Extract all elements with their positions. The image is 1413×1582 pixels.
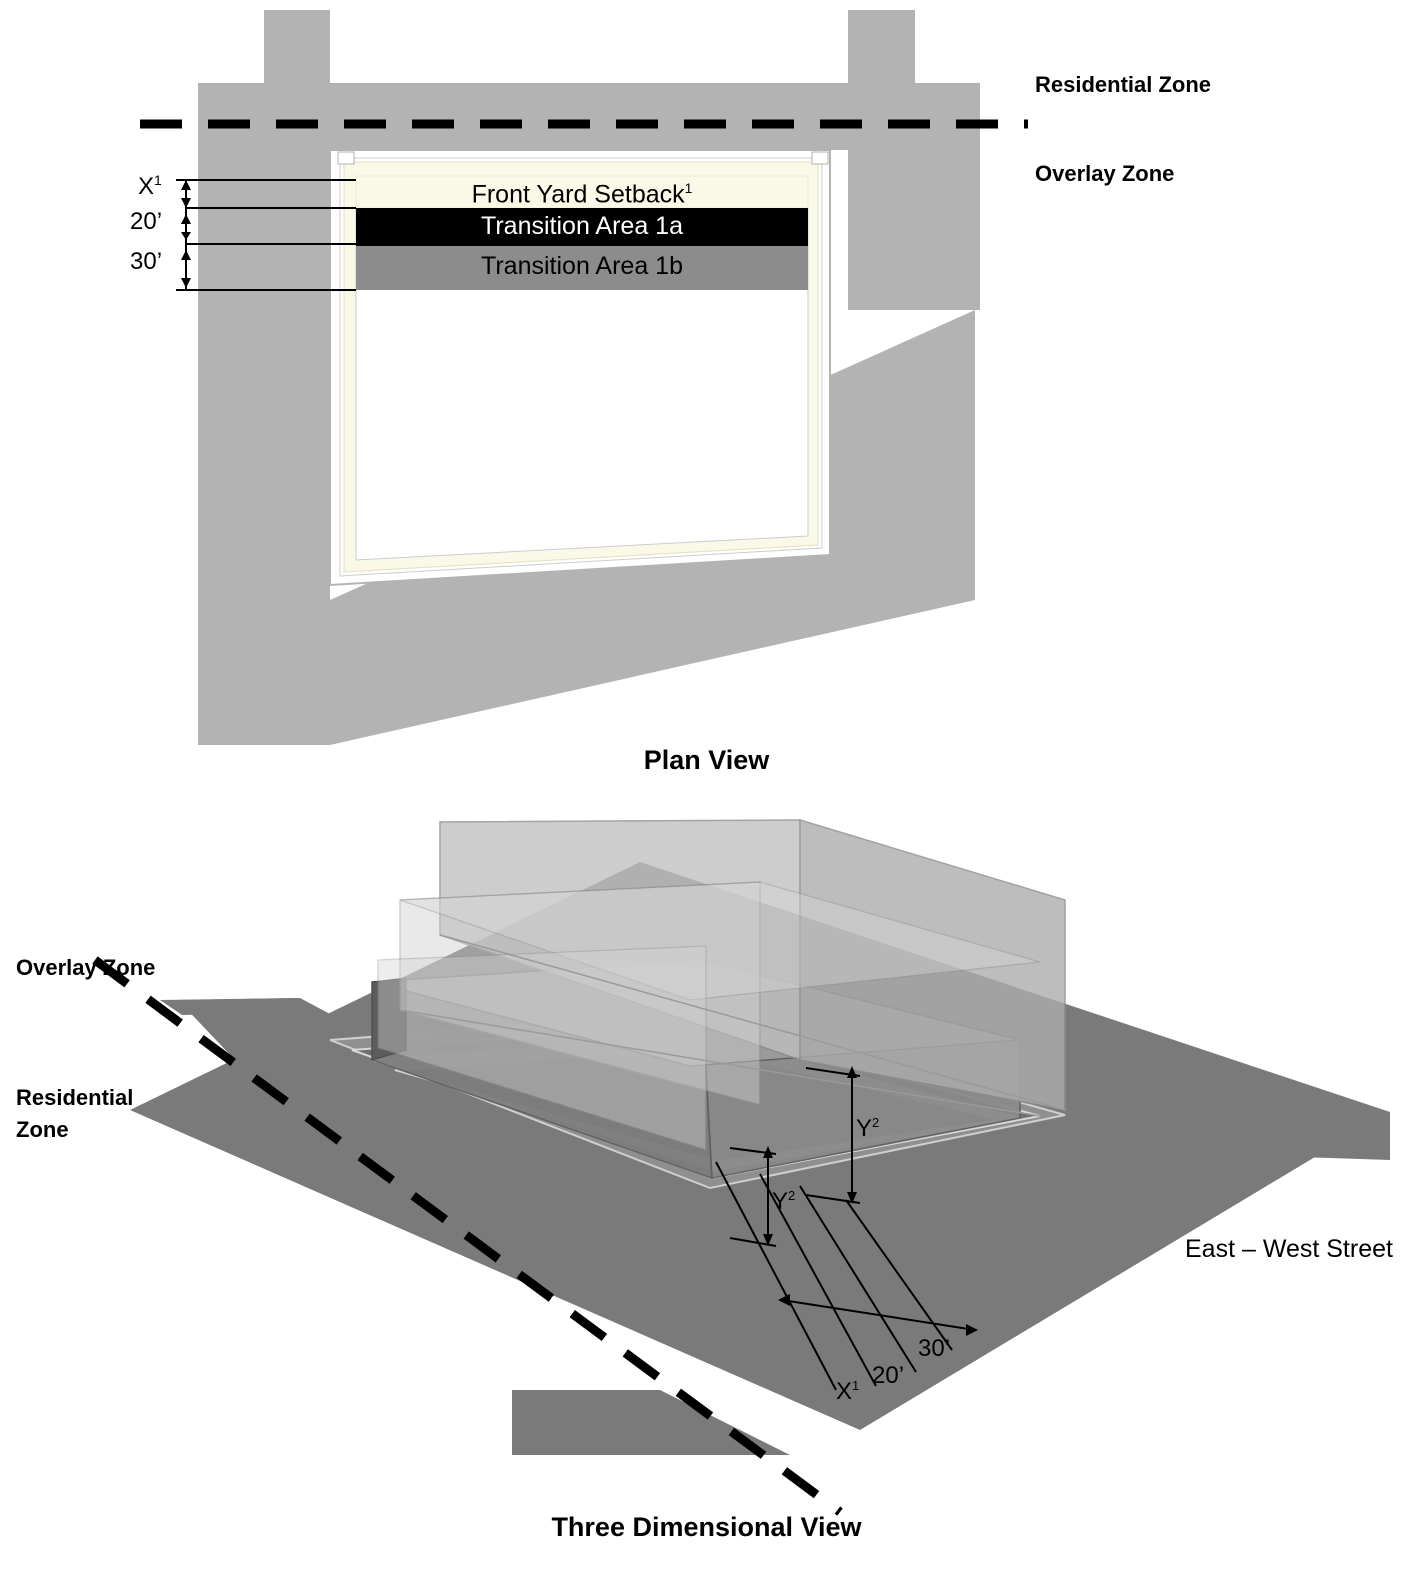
three-d-height-label-2-superscript: 2	[788, 1188, 796, 1203]
band-label-transition-area-1a: Transition Area 1a	[481, 212, 683, 240]
front-yard-setback-superscript: 1	[684, 180, 693, 196]
three-d-dimension-30ft: 30’	[918, 1335, 951, 1362]
three-d-street-label: East – West Street	[1185, 1235, 1393, 1263]
three-d-height-label-1: $Y^2$	[856, 1115, 880, 1142]
three-d-residential-zone-label-line2: Zone	[16, 1117, 69, 1142]
three-d-overlay-zone-label: Overlay Zone	[16, 955, 156, 980]
band-label-front-yard-setback: Front Yard Setback$^1$	[471, 180, 693, 209]
three-d-dimension-x: $X^1$	[836, 1378, 860, 1405]
plan-dimension-20ft: 20’	[130, 208, 163, 235]
three-d-height-label-2: $Y^2$	[772, 1188, 796, 1215]
three-d-residential-zone-label: Residential Zone	[16, 1085, 134, 1142]
plan-dimension-30ft: 30’	[130, 248, 163, 275]
three-d-height-label-1-superscript: 2	[872, 1115, 880, 1130]
plan-overlay-zone-label: Overlay Zone	[1035, 161, 1175, 186]
three-d-view-caption: Three Dimensional View	[551, 1512, 862, 1542]
three-d-dimension-20ft: 20’	[872, 1362, 905, 1389]
plan-dimension-x: $X^1$	[138, 172, 162, 200]
band-label-transition-area-1b: Transition Area 1b	[481, 252, 683, 280]
plan-residential-zone-label: Residential Zone	[1035, 72, 1212, 97]
plan-dimension-x-superscript: 1	[154, 172, 162, 188]
three-d-dimension-x-superscript: 1	[852, 1378, 860, 1393]
plan-view-caption: Plan View	[643, 745, 770, 775]
